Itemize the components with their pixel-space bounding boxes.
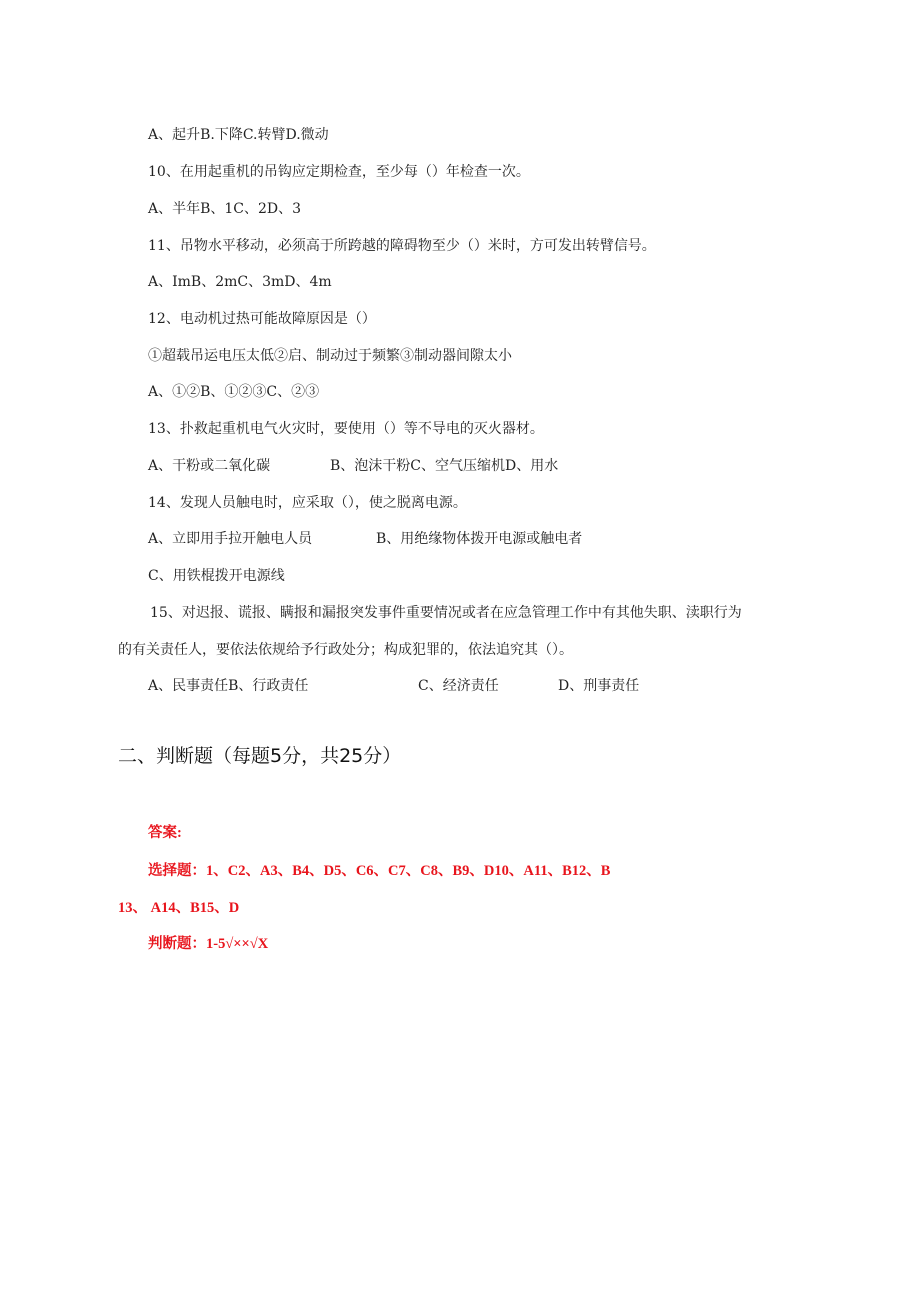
q14-option-c: C、用铁棍拨开电源线 — [148, 568, 285, 584]
answers-judge-line: 判断题：1-5√××√X — [148, 936, 269, 952]
q15-option-d: D、刑事责任 — [558, 678, 640, 694]
q12-stem: 12、电动机过热可能故障原因是（） — [148, 311, 376, 327]
q14-option-a: A、立即用手拉开触电人员 — [148, 531, 313, 547]
q12-options: A、①②B、①②③C、②③ — [148, 384, 320, 400]
q13-option-a: A、干粉或二氧化碳 — [148, 458, 271, 474]
q10-options: A、半年B、1C、2D、3 — [148, 201, 302, 217]
q9-options: A、起升B.下降C.转臂D.微动 — [148, 127, 329, 143]
q15-stem-line2: 的有关责任人，要依法依规给予行政处分；构成犯罪的，依法追究其（）。 — [118, 642, 573, 658]
q11-options: A、ImB、2mC、3mD、4m — [148, 274, 332, 290]
q14-stem: 14、发现人员触电时，应采取（），使之脱离电源。 — [148, 495, 467, 511]
q15-option-c: C、经济责任 — [418, 678, 499, 694]
answers-choice-line2: 13、 A14、B15、D — [118, 900, 240, 916]
answers-choice-line1: 选择题：1、C2、A3、B4、D5、C6、C7、C8、B9、D10、A11、B12、B — [148, 863, 611, 879]
q13-stem: 13、扑救起重机电气火灾时，要使用（）等不导电的灭火器材。 — [148, 421, 544, 437]
q15-option-ab: A、民事责任B、行政责任 — [148, 678, 309, 694]
q11-stem: 11、吊物水平移动，必须高于所跨越的障碍物至少（）米时，方可发出转臂信号。 — [148, 238, 656, 254]
q10-stem: 10、在用起重机的吊钩应定期检查，至少每（）年检查一次。 — [148, 164, 530, 180]
q12-statements: ①超载吊运电压太低②启、制动过于频繁③制动器间隙太小 — [148, 348, 512, 364]
q13-option-rest: B、泡沫干粉C、空气压缩机D、用水 — [330, 458, 559, 474]
q15-stem-line1: 15、对迟报、谎报、瞒报和漏报突发事件重要情况或者在应急管理工作中有其他失职、渎职行为 — [150, 605, 742, 621]
section2-heading: 二、判断题（每题5分，共25分） — [118, 745, 402, 767]
q14-option-b: B、用绝缘物体拨开电源或触电者 — [376, 531, 583, 547]
answers-label: 答案: — [148, 825, 182, 841]
